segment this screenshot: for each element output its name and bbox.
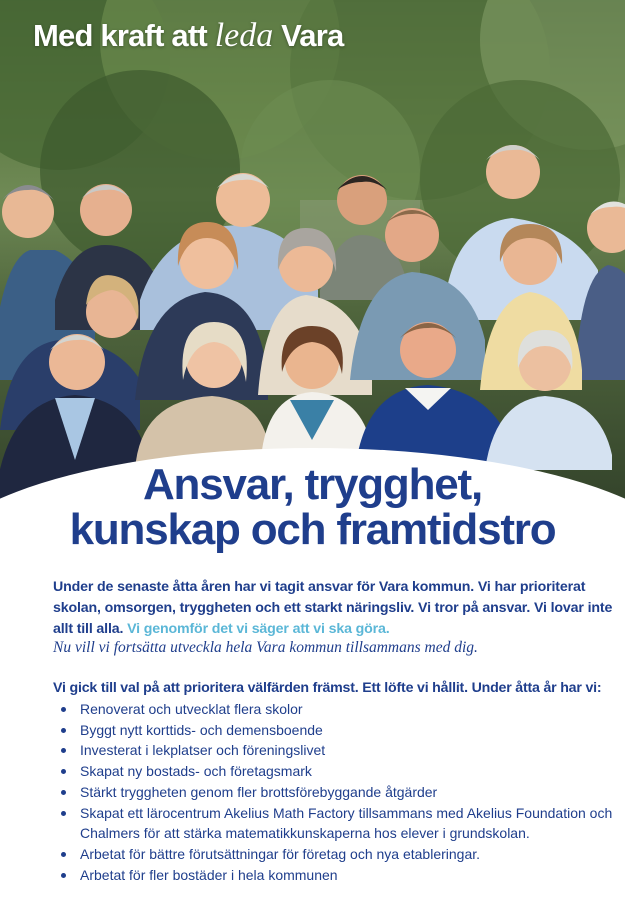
- list-item: Renoverat och utvecklat flera skolor: [58, 699, 618, 720]
- list-item: Investerat i lekplatser och föreningslivet: [58, 740, 618, 761]
- list-item: Arbetat för fler bostäder i hela kommunen: [58, 865, 618, 886]
- headline-part-2: Vara: [281, 18, 344, 53]
- title-line-2: kunskap och framtidstro: [69, 505, 556, 554]
- headline-script-word: leda: [214, 17, 274, 54]
- achievements-heading: Vi gick till val på att prioritera välfärden främst. Ett löfte vi hållit. Under åtta år har vi:: [53, 680, 602, 696]
- intro-paragraph: [53, 577, 613, 640]
- list-item: Byggt nytt korttids- och demensboende: [58, 720, 618, 741]
- list-item: Skapat ett lärocentrum Akelius Math Factory tillsammans med Akelius Foundation och Chalmers för att stärka matematikkunskaperna hos elever i grundskolan.: [58, 803, 618, 844]
- list-item: Skapat ny bostads- och företagsmark: [58, 761, 618, 782]
- list-item: Arbetat för bättre förutsättningar för företag och nya etableringar.: [58, 844, 618, 865]
- intro-text: Under de senaste åtta åren har vi tagit ansvar för Vara kommun. Vi har prioriterat skolan, omsorgen, tryggheten och ett starkt näringsliv. Vi tror på ansvar. Vi lovar inte allt till alla.: [53, 579, 613, 637]
- headline-part-1: Med kraft att: [33, 18, 207, 53]
- intro-quote: Nu vill vi fortsätta utveckla hela Vara kommun tillsammans med dig.: [53, 639, 478, 656]
- achievements-list: [58, 699, 618, 885]
- list-item: Stärkt tryggheten genom fler brottsförebyggande åtgärder: [58, 782, 618, 803]
- title-line-1: Ansvar, trygghet,: [142, 460, 483, 509]
- main-title: [0, 462, 625, 552]
- intro-highlight: Vi genomför det vi säger att vi ska göra.: [127, 621, 390, 637]
